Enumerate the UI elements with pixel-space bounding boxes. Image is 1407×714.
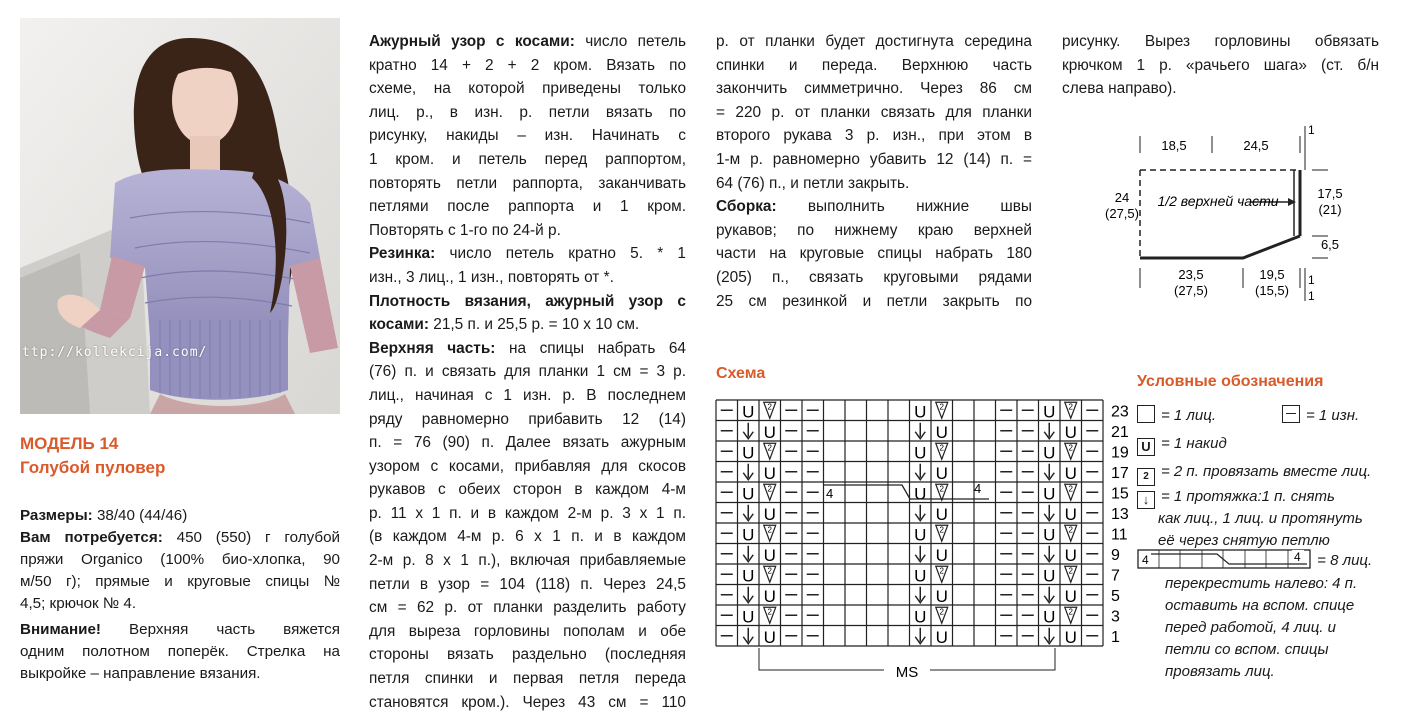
legend-purl-text: = 1 изн. (1306, 407, 1360, 424)
dim-bottom-left-b: (27,5) (1174, 283, 1208, 298)
dim-bottom-right-b: (15,5) (1255, 283, 1289, 298)
yarn-over-mark: U (1064, 422, 1077, 442)
attention-text: выкройке – направление вязания. (20, 665, 261, 682)
legend-skp-text: её через снятую петлю (1158, 532, 1330, 549)
text-line: ряду равномерно прибавить 12 (14) (369, 410, 686, 428)
attention-label: Внимание! (20, 621, 101, 638)
row-number: 7 (1111, 567, 1120, 585)
legend-title: Условные обозначения (1137, 373, 1324, 390)
text-line: число петель кратно 5. * 1 (435, 245, 686, 263)
materials-text: м/50 г); прямые и круговые спицы № (20, 573, 340, 590)
yarn-over-mark: U (1064, 586, 1077, 606)
row-number: 17 (1111, 464, 1129, 482)
yarn-over-mark: U (1064, 545, 1077, 565)
yarn-over-mark: U (763, 504, 776, 524)
dim-bottom-right-a: 19,5 (1259, 267, 1285, 282)
dim-top-left: 18,5 (1161, 138, 1187, 153)
k2tog-number: 2 (767, 607, 772, 617)
text-line: р. от планки будет достигнута середина (716, 33, 1032, 50)
materials-text: 450 (550) г голубой (162, 529, 340, 546)
k2tog-icon: 2 (1137, 468, 1155, 486)
yarn-over-mark: U (742, 607, 755, 627)
yarn-over-mark: U (742, 443, 755, 463)
legend-cable-text: петли со вспом. спицы (1165, 641, 1329, 658)
dim-left-a: 24 (1114, 190, 1130, 205)
yarn-over-mark: U (763, 627, 776, 647)
k2tog-number: 2 (939, 484, 944, 494)
legend-cable-text: провязать лиц. (1165, 663, 1275, 680)
text-line: слева направо). (1062, 80, 1177, 98)
text-line: = 220 р. от планки связать для планки (716, 103, 1032, 121)
yarn-over-icon: U (1137, 438, 1155, 456)
cable-legend-count-right: 4 (1294, 550, 1301, 564)
dim-right-a: 17,5 (1317, 186, 1343, 201)
text-line: Повторять с 1-го по 24-й р. (369, 221, 561, 239)
yarn-over-mark: U (935, 545, 948, 565)
cable-left-count: 4 (826, 486, 834, 501)
legend-cable (1137, 549, 1372, 572)
k2tog-number: 2 (767, 402, 772, 412)
text-line: выполнить нижние швы (776, 198, 1032, 216)
row-number: 3 (1111, 608, 1120, 626)
text-line: петли в узор = 104 (118) п. Через 24,5 (369, 575, 686, 593)
sizes-value: 38/40 (44/46) (92, 507, 188, 524)
k2tog-number: 2 (939, 525, 944, 535)
text-line: второго рукава 3 р. изн., при этом в (716, 127, 1032, 145)
sizes-paragraph (20, 505, 340, 527)
purl-symbol-icon (1282, 405, 1300, 423)
k2tog-number: 2 (1068, 443, 1073, 453)
upper-part-heading: Верхняя часть: (369, 339, 496, 357)
k2tog-number: 2 (1068, 525, 1073, 535)
yarn-over-mark: U (914, 484, 927, 504)
yarn-over-mark: U (914, 525, 927, 545)
attention-text: Верхняя часть вяжется (100, 621, 340, 638)
gauge-heading: косами: (369, 316, 429, 334)
legend-skp-text: как лиц., 1 лиц. и протянуть (1158, 510, 1363, 527)
yarn-over-mark: U (935, 504, 948, 524)
text-line: закончить симметрично. Через 86 см (716, 80, 1032, 98)
k2tog-number: 2 (767, 443, 772, 453)
legend-purl (1282, 404, 1359, 427)
text-line: спинки и переда. Верхнюю часть (716, 56, 1032, 74)
text-line: крючком 1 р. «рачьего шага» (ст. б/н (1062, 56, 1379, 74)
text-line: изн., 3 лиц., 1 изн., повторять от *. (369, 268, 614, 286)
text-line: рисунку. Вырез горловины обвязать (1062, 33, 1379, 50)
cable-symbol (823, 481, 989, 504)
yarn-over-mark: U (1043, 402, 1056, 422)
legend-yo-text: = 1 накид (1161, 435, 1227, 452)
sizes-label: Размеры: (20, 507, 93, 524)
text-line: становятся кром.). Через 43 см = 110 (369, 693, 686, 711)
text-line: узором с косами, прибавляя для скосов (369, 457, 686, 475)
materials-label: Вам потребуется: (20, 529, 163, 546)
dim-top-right: 24,5 (1243, 138, 1269, 153)
model-subtitle: Голубой пуловер (20, 458, 166, 477)
k2tog-number: 2 (939, 443, 944, 453)
ribbing-heading: Резинка: (369, 245, 436, 263)
attention-text: одним полотном поперёк. Стрелка на (20, 643, 340, 660)
text-line: для выреза горловины пополам и обе (369, 622, 686, 640)
instructions-column-2 (369, 30, 686, 714)
attention-paragraph (20, 619, 340, 685)
legend-cable-text: перекрестить налево: 4 п. (1165, 575, 1358, 592)
yarn-over-mark: U (935, 586, 948, 606)
instructions-column-3 (716, 30, 1032, 313)
text-line: лиц., начиная с 1 изн. р. В последнем (369, 386, 686, 404)
cable-legend-icon (1137, 549, 1313, 569)
yarn-over-mark: U (1043, 607, 1056, 627)
k2tog-number: 2 (939, 402, 944, 412)
yarn-over-mark: U (742, 484, 755, 504)
model-title: МОДЕЛЬ 14 (20, 434, 119, 453)
repeat-label: MS (895, 664, 919, 681)
yarn-over-mark: U (763, 586, 776, 606)
yarn-over-mark: U (742, 402, 755, 422)
legend-k2tog (1137, 460, 1371, 486)
k2tog-number: 2 (1068, 566, 1073, 576)
pattern-schematic (1100, 118, 1400, 308)
text-line: петлями после раппорта и 1 кром. (369, 198, 686, 216)
dim-tick-bottom-b: 1 (1308, 289, 1315, 303)
k2tog-number: 2 (767, 484, 772, 494)
yarn-over-mark: U (914, 402, 927, 422)
cable-right-count: 4 (974, 481, 982, 496)
materials-text: 4,5; крючок № 4. (20, 595, 137, 612)
text-line: р. 11 х 1 п. и в каждом 2-м р. 3 х 1 п. (369, 504, 686, 522)
text-line: части на круговые спицы набрать 180 (716, 245, 1032, 263)
text-line: кратно 14 + 2 + 2 кром. Вязать по (369, 56, 686, 74)
k2tog-number: 2 (1068, 402, 1073, 412)
lace-cable-heading: Ажурный узор с косами: (369, 33, 575, 50)
row-number: 9 (1111, 546, 1120, 564)
yarn-over-mark: U (914, 566, 927, 586)
yarn-over-mark: U (935, 627, 948, 647)
dim-left-b: (27,5) (1105, 206, 1139, 221)
yarn-over-mark: U (1064, 504, 1077, 524)
legend-k2tog-text: = 2 п. провязать вместе лиц. (1161, 463, 1372, 480)
k2tog-number: 2 (1068, 484, 1073, 494)
yarn-over-mark: U (742, 525, 755, 545)
watermark-text: ttp://kollekcija.com/ (22, 345, 208, 360)
k2tog-number: 2 (1068, 607, 1073, 617)
yarn-over-mark: U (763, 463, 776, 483)
yarn-over-mark: U (935, 463, 948, 483)
yarn-over-mark: U (1043, 566, 1056, 586)
cable-legend-count-left: 4 (1142, 553, 1149, 567)
text-line: рукавов; по нижнему краю верхней (716, 221, 1032, 239)
legend-knit-text: = 1 лиц. (1161, 407, 1216, 424)
yarn-over-mark: U (1043, 443, 1056, 463)
yarn-over-mark: U (935, 422, 948, 442)
k2tog-number: 2 (767, 525, 772, 535)
text-line: 21,5 п. и 25,5 р. = 10 х 10 см. (428, 316, 640, 334)
chart-row-numbers (1111, 403, 1129, 646)
chart-title: Схема (716, 365, 766, 382)
text-line: петля спинки и первая петля переда (369, 670, 686, 688)
legend-cable-text: = 8 лиц. (1317, 552, 1373, 569)
text-line: на спицы набрать 64 (495, 339, 686, 357)
text-line: число петель (574, 33, 686, 50)
diagram-label: 1/2 верхней части (1157, 193, 1279, 209)
row-number: 11 (1111, 526, 1128, 544)
legend-knit (1137, 404, 1216, 427)
yarn-over-mark: U (914, 443, 927, 463)
dim-tick-bottom-a: 1 (1308, 273, 1315, 287)
gauge-heading: Плотность вязания, ажурный узор с (369, 292, 686, 310)
text-line: 1-м р. равномерно убавить 12 (14) п. = (716, 150, 1032, 168)
text-line: лиц. р., в изн. р. петли вязать по (369, 103, 686, 121)
text-line: стороны вязать раздельно (последняя (369, 646, 686, 664)
knitting-chart (712, 392, 1132, 692)
k2tog-number: 2 (939, 607, 944, 617)
yarn-over-mark: U (1064, 627, 1077, 647)
yarn-over-mark: U (1064, 463, 1077, 483)
yarn-over-mark: U (742, 566, 755, 586)
legend-yarn-over (1137, 432, 1227, 456)
text-line: повторять петли раппорта, заканчивать (369, 174, 686, 192)
text-line: п. = 76 (90) п. Далее вязать ажурным (369, 434, 686, 452)
legend-cable-text: оставить на вспом. спице (1165, 597, 1355, 614)
legend-cable-text: перед работой, 4 лиц. и (1165, 619, 1336, 636)
yarn-over-mark: U (1043, 484, 1056, 504)
knit-symbol-icon (1137, 405, 1155, 423)
row-number: 23 (1111, 403, 1129, 421)
row-number: 19 (1111, 444, 1129, 462)
row-number: 1 (1111, 628, 1120, 646)
text-line: 64 (76) п., и петли закрыть. (716, 174, 910, 192)
text-line: 2-м р. 8 х 1 п.), включая прибавляемые (369, 552, 686, 570)
yarn-over-mark: U (1043, 525, 1056, 545)
k2tog-number: 2 (767, 566, 772, 576)
row-number: 21 (1111, 423, 1129, 441)
text-line: (76) п. и связать для планки 1 см = 3 р. (369, 363, 686, 381)
legend-skp-text: = 1 протяжка:1 п. снять (1161, 488, 1335, 505)
dim-bottom-left-a: 23,5 (1178, 267, 1204, 282)
text-line: 25 см резинкой и петли закрыть по (716, 292, 1032, 310)
yarn-over-mark: U (763, 545, 776, 565)
dim-right-c: 6,5 (1320, 237, 1340, 252)
text-line: (205) п., связать круговыми рядами (716, 268, 1032, 286)
row-number: 5 (1111, 587, 1120, 605)
materials-paragraph (20, 527, 340, 615)
legend-skp (1137, 485, 1335, 509)
text-line: 1 кром. и петель перед раппортом, (369, 150, 686, 168)
dim-right-b: (21) (1318, 202, 1342, 217)
instructions-column-4 (1062, 30, 1379, 101)
skp-arrow-icon: ↓ (1137, 491, 1155, 509)
yarn-over-mark: U (914, 607, 927, 627)
text-line: схеме, на которой приведены только (369, 80, 686, 98)
row-number: 13 (1111, 505, 1129, 523)
text-line: рисунку, накиды – изн. Начинать с (369, 127, 686, 145)
row-number: 15 (1111, 485, 1129, 503)
text-line: рукавов с обеих сторон в каждом 4-м (369, 481, 686, 499)
dim-tick-top: 1 (1308, 123, 1315, 137)
text-line: см = 62 р. от планки разделить работу (369, 599, 686, 617)
text-line: (в каждом 4-м р. 6 х 1 п. и в каждом (369, 528, 686, 546)
k2tog-number: 2 (939, 566, 944, 576)
yarn-over-mark: U (763, 422, 776, 442)
materials-text: пряжи Organico (100% био-хлопка, 90 (20, 551, 340, 568)
assembly-heading: Сборка: (716, 198, 777, 216)
